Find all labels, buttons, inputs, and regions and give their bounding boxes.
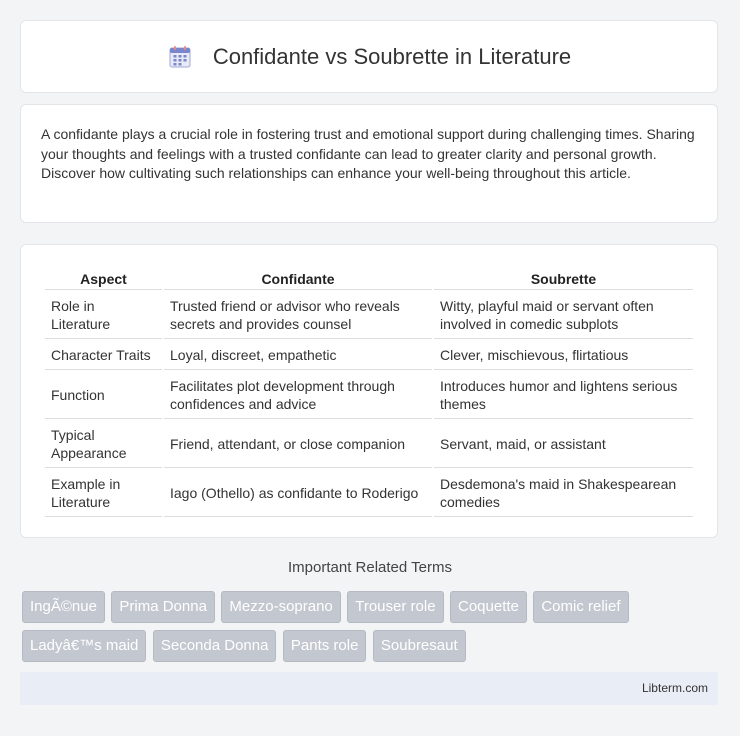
footer-brand[interactable]: Libterm.com	[641, 681, 708, 695]
intro-text: A confidante plays a crucial role in fostering trust and emotional support during challenging times. Sharing your thoughts and feelings with a trusted confidante can lead to greater clarity and personal growth. Discover how cultivating such relationships can enhance your well-being throughout this article.	[41, 126, 695, 181]
related-term-tag[interactable]: IngÃ©nue	[22, 591, 105, 623]
related-term-tag[interactable]: Coquette	[450, 591, 527, 623]
table-cell: Facilitates plot development through confidences and advice	[164, 372, 432, 419]
title-card	[20, 20, 718, 93]
table-row	[45, 470, 693, 517]
related-term-tag[interactable]: Mezzo-soprano	[221, 591, 340, 623]
table-cell: Friend, attendant, or close companion	[164, 421, 432, 468]
column-header: Confidante	[164, 267, 432, 290]
comparison-table	[43, 265, 695, 519]
table-cell: Servant, maid, or assistant	[434, 421, 693, 468]
table-cell: Trusted friend or advisor who reveals secrets and provides counsel	[164, 292, 432, 339]
table-row	[45, 341, 693, 370]
table-cell: Iago (Othello) as confidante to Roderigo	[164, 470, 432, 517]
related-term-tag[interactable]: Soubresaut	[373, 630, 466, 662]
column-header: Aspect	[45, 267, 162, 290]
related-term-tag[interactable]: Pants role	[283, 630, 367, 662]
related-terms-title: Important Related Terms	[288, 559, 452, 576]
table-cell: Witty, playful maid or servant often involved in comedic subplots	[434, 292, 693, 339]
intro-card	[20, 104, 718, 223]
column-header: Soubrette	[434, 267, 693, 290]
table-row	[45, 292, 693, 339]
table-cell: Typical Appearance	[45, 421, 162, 468]
comparison-table-card	[20, 244, 718, 538]
table-cell: Loyal, discreet, empathetic	[164, 341, 432, 370]
related-term-tag[interactable]: Comic relief	[533, 591, 628, 623]
related-term-tag[interactable]: Seconda Donna	[153, 630, 277, 662]
related-term-tag[interactable]: Ladyâ€™s maid	[22, 630, 146, 662]
table-cell: Function	[45, 372, 162, 419]
related-term-tag[interactable]: Prima Donna	[111, 591, 215, 623]
related-term-tag[interactable]: Trouser role	[347, 591, 443, 623]
page-title: Confidante vs Soubrette in Literature	[212, 43, 572, 69]
table-cell: Character Traits	[45, 341, 162, 370]
table-row	[45, 421, 693, 468]
calendar-icon	[167, 44, 193, 70]
table-cell: Clever, mischievous, flirtatious	[434, 341, 693, 370]
footer	[20, 672, 718, 705]
table-row	[45, 372, 693, 419]
table-cell: Desdemona's maid in Shakespearean comedies	[434, 470, 693, 517]
table-header-row	[45, 267, 693, 290]
table-cell: Example in Literature	[45, 470, 162, 517]
table-cell: Role in Literature	[45, 292, 162, 339]
table-cell: Introduces humor and lightens serious themes	[434, 372, 693, 419]
related-terms-list	[22, 591, 722, 669]
